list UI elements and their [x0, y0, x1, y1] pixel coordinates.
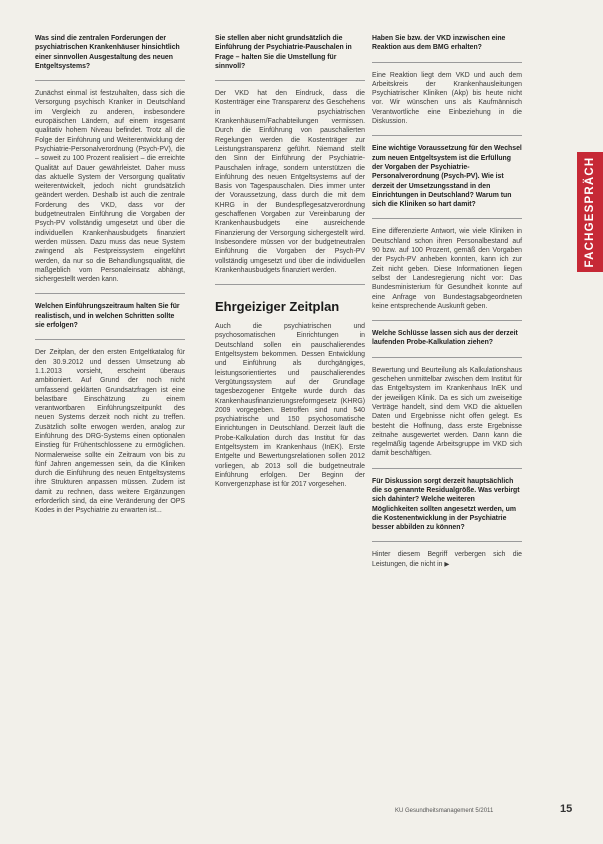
answer-paragraph: Eine Reaktion liegt dem VKD und auch dem Arbeitskreis der Krankenhausleitungen Psychiatrischer Kliniken (Akp) bis heute nicht vor. Wir wünschen uns als Kaufmännisch Verantwortliche eine Einbeziehung in die Diskussion. [372, 71, 522, 126]
column-right [372, 34, 522, 578]
answer-paragraph [372, 550, 522, 569]
column-middle [215, 34, 365, 498]
answer-paragraph: Der VKD hat den Eindruck, dass die Kostenträger eine Transparenz des Geschehens in psychiatrischen Krankenhäusern/Fachabteilungen vermissen. Durch die Einführung von pauschalierten Regelungen werden die Kostenträger zur Leistungstransparenz geführt. Niemand stellt den Sinn der Einführung der Psychiatrie-Pauschalen infrage, sondern unterstützen die Einführung des neuen Entgeltsystems auf der Basis von Tagespauschalen. Dies immer unter der Voraussetzung, dass durch die mit dem KHRG in der Bundespflegesatzverordnung geschaffenen Vorgaben zur Vereinbarung der Krankenhausbudgets eine ausreichende Finanzierung der Versorgung sichergestellt wird. Insbesondere müssen vor der budgetneutralen Einführung die Vorgaben der Psych-PV vollständig umgesetzt und über die individuellen Krankenhausbudgets finanziert werden. [215, 90, 365, 274]
divider [372, 468, 522, 469]
answer-paragraph: Der Zeitplan, der den ersten Entgeltkatalog für den 30.9.2012 und dessen Umsetzung ab 1.1.2013 vorsieht, erscheint überaus ambitioniert. Auf Grund der noch nicht umfassend geklärten Grundsatzfragen ist eine belastbare Einschätzung zu einem verantwortbaren Einführungszeitpunkt des neuen Systems derzeit noch nicht zu treffen. Zusätzlich sollte erwogen werden, analog zur Einführung des DRG-Systems einen optionalen Einstieg für Frühentschlossene zu ermöglichen. Normalerweise sollte ein Zeitraum von bis zu fünf Jahren angemessen sein, da die Kliniken durch die Einführung des neuen Entgeltsystems ihre Strukturen anpassen müssen. Zudem ist damit zu rechnen, dass weitere Ergänzungen erforderlich sind, da eine Veränderung der OPS Kodes in der Psychiatrie zu erwarten ist... [35, 349, 185, 515]
box-heading: Ehrgeiziger Zeitplan [215, 299, 340, 315]
question-heading: Haben Sie bzw. der VKD inzwischen eine Reaktion aus dem BMG erhalten? [372, 35, 506, 52]
column-left [35, 34, 185, 525]
question-heading: Welche Schlüsse lassen sich aus der derzeit laufenden Probe-Kalkulation ziehen? [372, 330, 518, 347]
divider [372, 541, 522, 542]
question-heading: Was sind die zentralen Forderungen der psychiatrischen Krankenhäuser hinsichtlich einer sinnvollen Ausgestaltung des neuen Entgeltsystems? [35, 35, 180, 70]
question-heading: Für Diskussion sorgt derzeit hauptsächlich die so genannte Residualgröße. Was verbirgt sich dahinter? Welche weiteren Möglichkeiten sollten angesetzt werden, um die Kostenentwicklung in der Psychiatrie besser abbilden zu können? [372, 477, 520, 532]
divider [372, 62, 522, 63]
divider [372, 218, 522, 219]
answer-paragraph: Bewertung und Beurteilung als Kalkulationshaus geschehen unmittelbar zwischen dem Institut für das Entgeltsystem im Krankenhaus InEK und der jeweiligen Klinik. Da es sich um zweiseitige Verträge handelt, sind dem VKD die aktuellen Daten und Ergebnisse nicht offen gelegt. Es besteht die Hoffnung, dass erste Ergebnisse zeitnahe ausgewertet werden. Dann kann die regelmäßig tagende Arbeitsgruppe im VKD sich damit beschäftigen. [372, 366, 522, 458]
section-tab-label: FACHGESPRÄCH [584, 156, 596, 268]
question-heading: Welchen Einführungszeitraum halten Sie für realistisch, und in welchen Schritten sollte sie erfolgen? [35, 303, 180, 330]
divider [35, 293, 185, 294]
answer-text: Hinter diesem Begriff verbergen sich die Leistungen, die nicht in [372, 551, 522, 568]
divider [372, 357, 522, 358]
divider [372, 320, 522, 321]
answer-paragraph: Zunächst einmal ist festzuhalten, dass sich die Versorgung psychisch Kranker in Deutschland im Vergleich zu anderen, insbesondere europäischen Ländern, auf einem insgesamt qualitativ hohem Niveau befindet. Trotz all die Folge der Einführung und Weiterentwicklung der Psychiatrie-Personalverordnung (Psych-PV), die – soweit zu 100 Prozent realisiert – die erreichte Qualität auf Dauer gewährleistet. Daher muss das aktuelle System der Versorgung qualitativ weiterentwickelt, jedoch nicht grundsätzlich geändert werden. Deshalb ist auch die zentrale Forderung des VKD, dass vor der budgetneutralen Einführung die Vorgaben der Psych-PV vollständig umgesetzt und über die individuellen Krankenhausbudgets finanziert werden müssen. Dazu muss das neue System zwingend als Festpreissystem eingeführt werden, da nur so die Behandlungsqualität, die maßgeblich vom Personaleinsatz abhängt, sichergestellt werden kann. [35, 90, 185, 284]
divider [35, 339, 185, 340]
divider [215, 80, 365, 81]
page-number: 15 [560, 803, 573, 815]
question-heading: Eine wichtige Voraussetzung für den Wechsel zum neuen Entgeltsystem ist die Erfüllung der Vorgaben der Psychiatrie-Personalverordnung (Psych-PV). Wie ist derzeit der Umsetzungsstand in den Einrichtungen in Deutschland? Warum tun sich die Kliniken so hart damit? [372, 145, 522, 209]
footer-publication: KU Gesundheitsmanagement 5/2011 [395, 808, 494, 814]
continue-arrow-icon: ▶ [444, 560, 450, 568]
divider [35, 80, 185, 81]
box-paragraph: Auch die psychiatrischen und psychosomatischen Einrichtungen in Deutschland sollen ein pauschalierendes Entgeltsystem bekommen. Dessen Entwicklung und Einführung als durchgängiges, leistungsorientiertes und pauschalierendes Vergütungssystem auf der Grundlage tagesbezogener Entgelte wurde durch das Krankenhausfinanzierungsreformgesetz (KHRG) 2009 vorgegeben. Betroffen sind rund 540 psychiatrische und 150 psychosomatische Einrichtungen in Deutschland. Derzeit läuft die Probe-Kalkulation durch das Institut für das Entgeltsystem im Krankenhaus (InEK). Erste Entgelte und Bewertungsrelationen sollen 2012 vorliegen, ab 2013 soll die budgetneutrale Einführung erfolgen. Der Beginn der Konvergenzphase ist für 2017 vorgesehen. [215, 323, 365, 489]
divider [215, 284, 365, 285]
divider [372, 135, 522, 136]
question-heading: Sie stellen aber nicht grundsätzlich die Einführung der Psychiatrie-Pauschalen in Frage – halten Sie die Umstellung für sinnvoll? [215, 35, 352, 70]
answer-paragraph: Eine differenzierte Antwort, wie viele Kliniken in Deutschland schon ihren Personalbestand auf 90 bzw. auf 100 Prozent, gemäß den Vorgaben der Psych-PV anheben konnten, kann ich zur Zeit nicht geben. Diese Informationen liegen selbst der Landesregierung nicht vor: Das Bundesministerium für Gesundheit konnte auf eine Anfrage von Bundestagsabgeordneten keine entsprechende Auskunft geben. [372, 228, 522, 310]
